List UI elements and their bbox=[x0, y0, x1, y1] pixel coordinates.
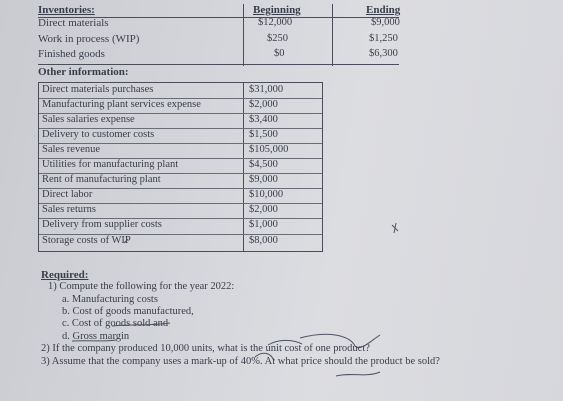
row-label: Sales revenue bbox=[42, 144, 101, 155]
row-value: $10,000 bbox=[249, 189, 284, 200]
row-value: $2,000 bbox=[249, 204, 278, 215]
row-label: Manufacturing plant services expense bbox=[42, 99, 201, 110]
row-value: $31,000 bbox=[249, 84, 284, 95]
col-header-beginning: Beginning bbox=[253, 4, 301, 16]
row-value: $1,500 bbox=[249, 129, 278, 140]
inv-row-ending: $6,300 bbox=[369, 48, 398, 59]
inv-row-ending: $9,000 bbox=[371, 17, 400, 28]
question-2: 2) If the company produced 10,000 units, what is the unit cost of one product? bbox=[41, 343, 370, 354]
inv-row-label: Work in process (WIP) bbox=[38, 33, 140, 45]
row-label: Storage costs of WIP bbox=[42, 235, 131, 246]
question-3: 3) Assume that the company uses a mark-up of 40%. At what price should the product be sold? bbox=[41, 356, 440, 367]
row-value: $8,000 bbox=[249, 235, 278, 246]
inv-row-beginning: $0 bbox=[274, 48, 285, 59]
row-label: Direct materials purchases bbox=[42, 84, 154, 95]
underline-stroke bbox=[72, 340, 116, 341]
col-header-ending: Ending bbox=[366, 4, 401, 16]
inv-row-beginning: $12,000 bbox=[258, 17, 293, 28]
question-1: 1) Compute the following for the year 2022: bbox=[48, 281, 235, 292]
circle-stroke bbox=[255, 353, 274, 361]
row-label: Rent of manufacturing plant bbox=[42, 174, 161, 185]
scribble-stroke bbox=[336, 372, 380, 376]
row-label: Direct labor bbox=[42, 189, 93, 200]
row-value: $9,000 bbox=[249, 174, 278, 185]
row-label: Utilities for manufacturing plant bbox=[42, 159, 179, 170]
inventories-header: Inventories: bbox=[38, 4, 95, 16]
inv-row-label: Finished goods bbox=[38, 48, 105, 60]
row-label: Sales salaries expense bbox=[42, 114, 135, 125]
required-header: Required: bbox=[41, 269, 89, 281]
scribble-stroke bbox=[300, 334, 380, 347]
row-label: Sales returns bbox=[42, 204, 96, 215]
inv-row-ending: $1,250 bbox=[369, 33, 398, 44]
circle-stroke bbox=[268, 340, 302, 345]
row-value: $1,000 bbox=[249, 219, 278, 230]
row-value: $105,000 bbox=[249, 144, 289, 155]
question-1a: a. Manufacturing costs bbox=[62, 294, 158, 305]
row-value: $3,400 bbox=[249, 114, 278, 125]
underline-stroke bbox=[112, 323, 170, 326]
row-value: $4,500 bbox=[249, 159, 278, 170]
inv-row-beginning: $250 bbox=[267, 33, 288, 44]
question-1d: d. Gross margin bbox=[62, 331, 130, 342]
row-value: $2,000 bbox=[249, 99, 278, 110]
inv-row-label: Direct materials bbox=[38, 17, 109, 29]
row-label: Delivery to customer costs bbox=[42, 129, 155, 140]
question-1b: b. Cost of goods manufactured, bbox=[62, 306, 194, 317]
question-1c: c. Cost of goods sold and bbox=[62, 318, 169, 329]
arrow-mark bbox=[392, 223, 398, 233]
other-info-header: Other information: bbox=[38, 66, 129, 78]
row-label: Delivery from supplier costs bbox=[42, 219, 162, 230]
